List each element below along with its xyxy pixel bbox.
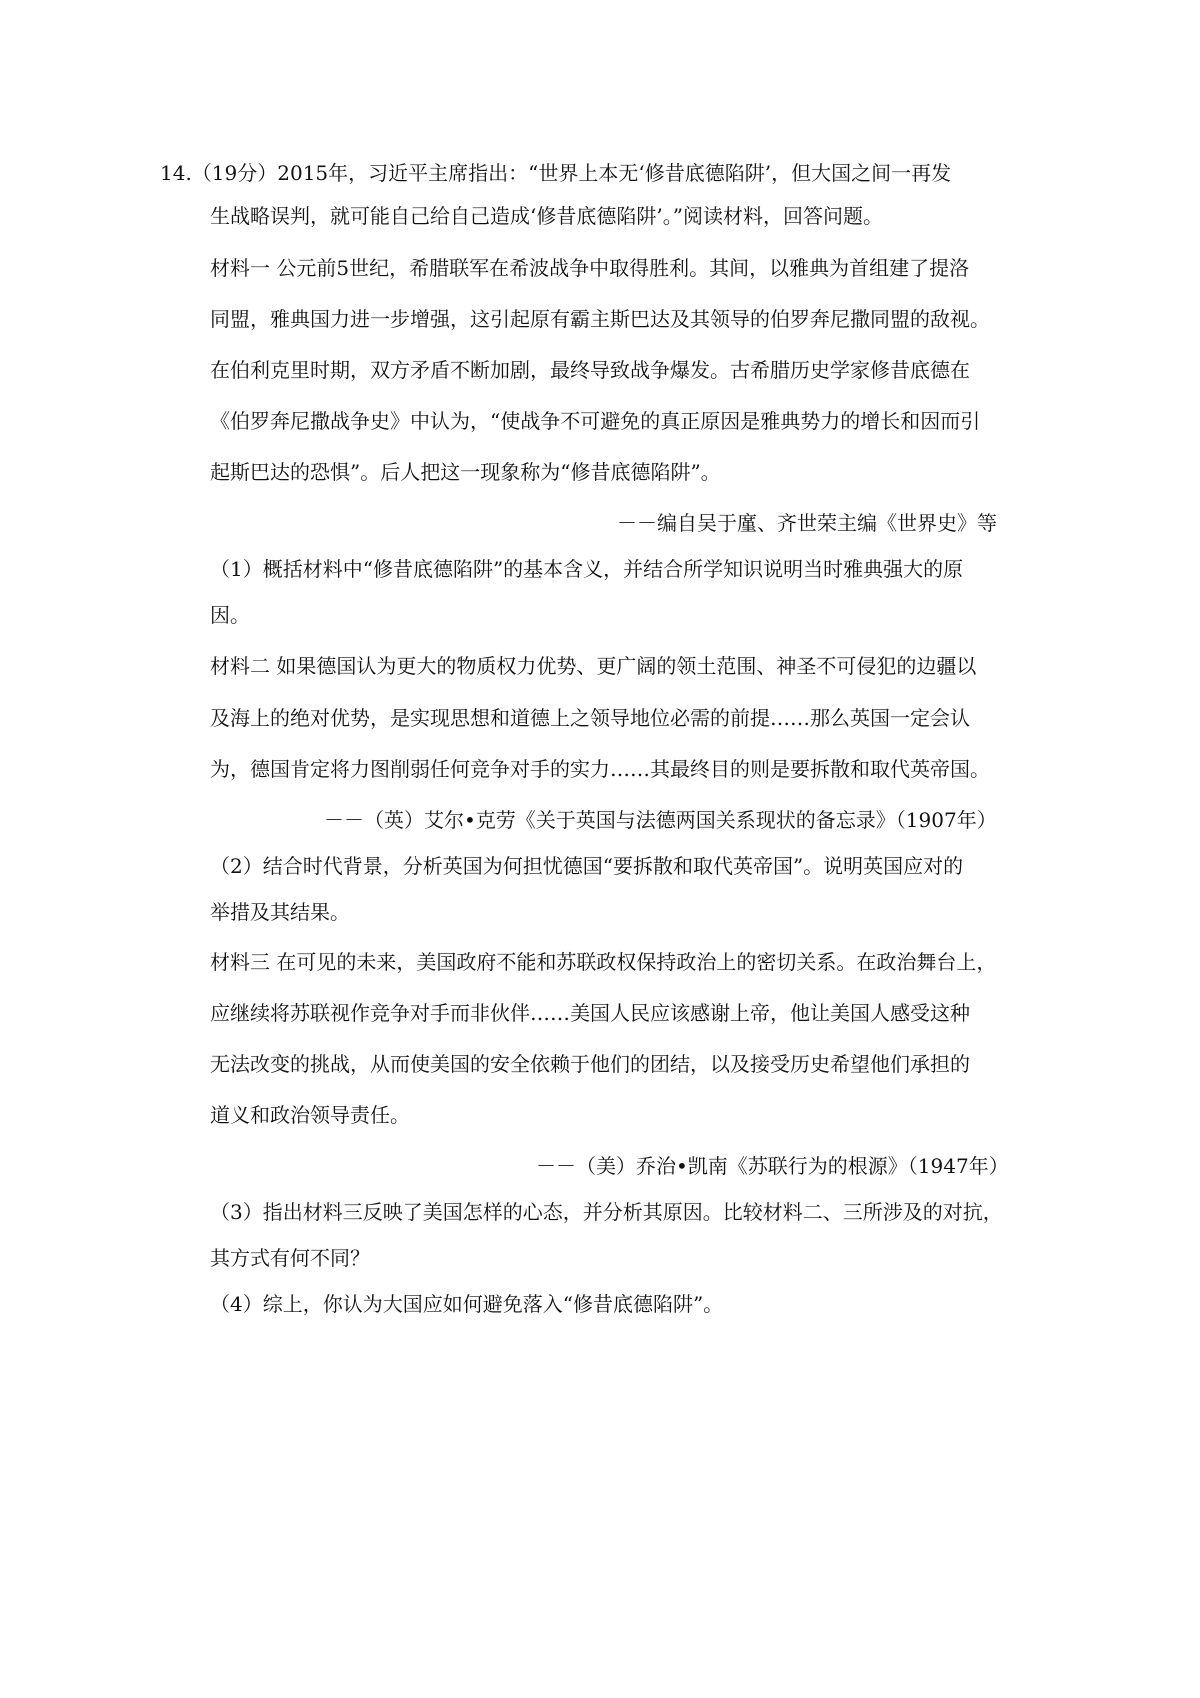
material-one-line-1: 材料一 公元前5世纪，希腊联军在希波战争中取得胜利。其间，以雅典为首组建了提洛	[210, 256, 970, 280]
subquestion-4-line-1: （4）综上，你认为大国应如何避免落入“修昔底德陷阱”。	[210, 1292, 724, 1316]
material-one-line-5: 起斯巴达的恐惧”。后人把这一现象称为“修昔底德陷阱”。	[210, 460, 721, 484]
material-one-source: －－编自吴于廑、齐世荣主编《世界史》等	[617, 511, 997, 535]
material-one-line-3: 在伯利克里时期，双方矛盾不断加剧，最终导致战争爆发。古希腊历史学家修昔底德在	[210, 358, 970, 382]
material-three-line-3: 无法改变的挑战，从而使美国的安全依赖于他们的团结，以及接受历史希望他们承担的	[210, 1052, 970, 1076]
subquestion-2-line-1: （2）结合时代背景，分析英国为何担忧德国“要拆散和取代英帝国”。说明英国应对的	[210, 854, 964, 878]
material-two-line-3: 为，德国肯定将力图削弱任何竞争对手的实力……其最终目的则是要拆散和取代英帝国。	[210, 757, 990, 781]
material-one-line-4: 《伯罗奔尼撒战争史》中认为，“使战争不可避免的真正原因是雅典势力的增长和因而引	[210, 409, 981, 433]
subquestion-2-line-2: 举措及其结果。	[210, 900, 350, 924]
material-two-source: －－（英）艾尔•克劳《关于英国与法德两国关系现状的备忘录》（1907年）	[324, 808, 997, 832]
material-three-line-2: 应继续将苏联视作竞争对手而非伙伴……美国人民应该感谢上帝，他让美国人感受这种	[210, 1001, 970, 1025]
material-three-line-4: 道义和政治领导责任。	[210, 1103, 410, 1127]
material-three-source: －－（美）乔治•凯南《苏联行为的根源》（1947年）	[536, 1154, 1009, 1178]
question-stem-line-1: 14.（19分）2015年，习近平主席指出：“世界上本无‘修昔底德陷阱’，但大国之间一再发	[160, 161, 952, 185]
subquestion-1-line-1: （1）概括材料中“修昔底德陷阱”的基本含义，并结合所学知识说明当时雅典强大的原	[210, 557, 964, 581]
subquestion-1-line-2: 因。	[210, 603, 250, 627]
material-two-line-2: 及海上的绝对优势，是实现思想和道德上之领导地位必需的前提……那么英国一定会认	[210, 706, 970, 730]
subquestion-3-line-2: 其方式有何不同？	[210, 1246, 370, 1270]
question-stem-line-2: 生战略误判，就可能自己给自己造成‘修昔底德陷阱’。”阅读材料，回答问题。	[210, 204, 883, 228]
material-three-line-1: 材料三 在可见的未来，美国政府不能和苏联政权保持政治上的密切关系。在政治舞台上，	[210, 950, 997, 974]
subquestion-3-line-1: （3）指出材料三反映了美国怎样的心态，并分析其原因。比较材料二、三所涉及的对抗，	[210, 1200, 1003, 1224]
material-one-line-2: 同盟，雅典国力进一步增强，这引起原有霸主斯巴达及其领导的伯罗奔尼撒同盟的敌视。	[210, 307, 990, 331]
material-two-line-1: 材料二 如果德国认为更大的物质权力优势、更广阔的领土范围、神圣不可侵犯的边疆以	[210, 654, 977, 678]
